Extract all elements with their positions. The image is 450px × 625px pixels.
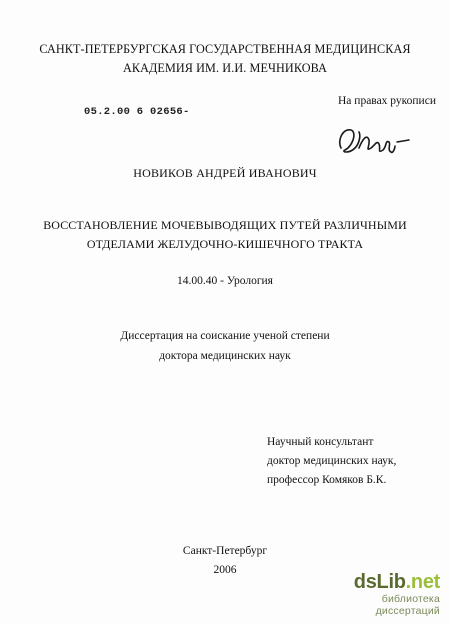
degree-line-2: доктора медицинских наук xyxy=(159,350,291,362)
watermark-subtitle: библиотека диссертаций xyxy=(375,593,440,617)
thesis-title-line-1: ВОССТАНОВЛЕНИЕ МОЧЕВЫВОДЯЩИХ ПУТЕЙ РАЗЛИЧНЫМИ xyxy=(43,218,407,232)
handwritten-signature-icon xyxy=(335,118,415,166)
thesis-title-line-2: ОТДЕЛАМИ ЖЕЛУДОЧНО-КИШЕЧНОГО ТРАКТА xyxy=(86,237,364,251)
registration-stamp-number: 05.2.00 6 02656- xyxy=(84,106,190,118)
watermark-brand xyxy=(330,571,440,593)
rights-label: На правах рукописи xyxy=(338,95,436,107)
city: Санкт-Петербург xyxy=(182,545,268,557)
institution-line-2: АКАДЕМИЯ ИМ. И.И. МЕЧНИКОВА xyxy=(122,61,328,75)
watermark-brand-prefix: dsLib xyxy=(353,571,406,593)
specialty-code: 14.00.40 - Урология xyxy=(177,275,273,287)
watermark-brand-suffix: .net xyxy=(405,571,440,593)
consultant-degree: доктор медицинских наук, xyxy=(267,455,397,467)
institution-line-1: САНКТ-ПЕТЕРБУРГСКАЯ ГОСУДАРСТВЕННАЯ МЕДИЦИНСКАЯ xyxy=(39,42,411,56)
consultant-label: Научный консультант xyxy=(267,436,374,448)
dslib-watermark xyxy=(330,571,440,617)
author-name: НОВИКОВ АНДРЕЙ ИВАНОВИЧ xyxy=(133,166,317,180)
year: 2006 xyxy=(213,564,237,576)
degree-line-1: Диссертация на соискание ученой степени xyxy=(120,330,330,342)
consultant-name: профессор Комяков Б.К. xyxy=(267,474,387,486)
